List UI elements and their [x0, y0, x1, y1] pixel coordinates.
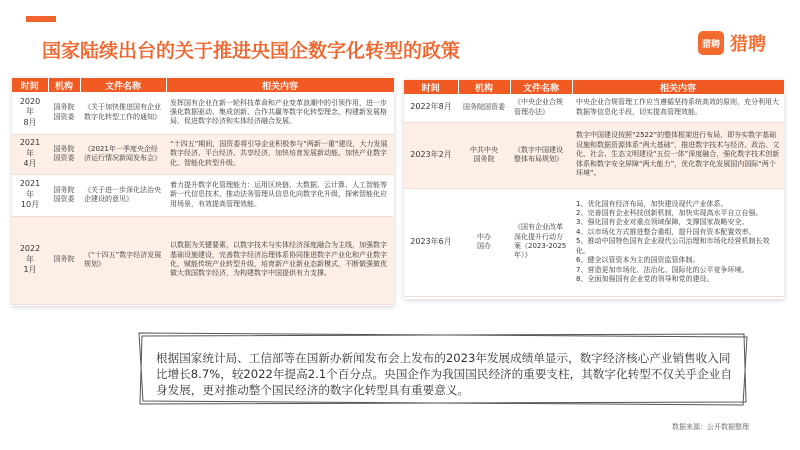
cell-content: 中央企业合规管理工作应当遵循坚持系统高效的原则，充分利用大数据等信息化手段，切实提高管理效能。 — [572, 94, 784, 122]
cell-org: 国务院 国资委 — [48, 174, 80, 216]
cell-time: 2022年 1月 — [12, 216, 48, 304]
cell-org: 中办 国办 — [458, 188, 510, 296]
column-header-content: 相关内容 — [572, 80, 784, 94]
column-header-content: 相关内容 — [166, 78, 394, 92]
column-header-doc: 文件名称 — [80, 78, 166, 92]
table-header-row — [12, 78, 394, 92]
cell-time: 2022年8月 — [404, 94, 458, 122]
cell-content: “十四五”期间，国资委将引导企业积极参与“两新一重”建设，大力发展数字经济、平台经济、共享经济，加快培育发展新动能。加快产业数字化、智能化转型升级。 — [166, 134, 394, 174]
table-row — [12, 92, 394, 134]
cell-org: 国务院国资委 — [458, 94, 510, 122]
cell-org: 国务院 国资委 — [48, 134, 80, 174]
summary-note — [136, 330, 751, 408]
column-header-time: 时间 — [12, 78, 48, 92]
cell-doc: 《关于加快推进国有企业数字化转型工作的通知》 — [80, 92, 166, 134]
cell-content: 数字中国建设按照“2522”的整体框架进行布局，即夯实数字基础设施和数据资源体系“两大基础”，推进数字技术与经济、政治、文化、社会、生态文明建设“五位一体”深度融合，强化数字技术创新体系和数字安全屏障“两大能力”，优化数字化发展国内国际“两个环境”。 — [572, 122, 784, 188]
table-row — [404, 188, 784, 296]
cell-time: 2021年 4月 — [12, 134, 48, 174]
table-row — [12, 134, 394, 174]
cell-org: 国务院 — [48, 216, 80, 304]
cell-org: 中共中央 国务院 — [458, 122, 510, 188]
column-header-org: 机构 — [458, 80, 510, 94]
cell-time: 2023年6月 — [404, 188, 458, 296]
brand-logo-icon: 猎聘 — [698, 31, 724, 55]
cell-time: 2023年2月 — [404, 122, 458, 188]
policy-table-right — [404, 80, 784, 299]
cell-content: 以数据为关键要素，以数字技术与实体经济深度融合为主线，加强数字基础设施建设，完善数字经济治理体系协同推进数字产业化和产业数字化，赋能传统产业转型升级，培育新产业新业态新模式，不断做强做优做大我国数字经济，为构建数字中国提供有力支撑。 — [166, 216, 394, 304]
brand-name: 猎聘 — [730, 34, 766, 55]
table-row — [404, 94, 784, 122]
cell-content: 1、优化国有经济布局，加快建设现代产业体系。 2、完善国有企业科技创新机制，加快实现高水平自立自强。 3、强化国有企业对重点领域保障，支撑国家战略安全。 4、以市场化方式推进整合重组，提升国有资本配置效率。 5、推动中国特色国有企业现代公司治理和市场化经营机制长效化。 6、健全以管资本为主的国资监管体制。 7、营造更加市场化、法治化、国际化的公平竞争环境。 8、全面加强国有企业党的领导和党的建设。 — [572, 188, 784, 296]
cell-time: 2020年 8月 — [12, 92, 48, 134]
data-source: 数据来源：公开数据整理 — [672, 423, 749, 431]
cell-content: 着力提升数字化管理能力：运用区块链、大数据、云计算、人工智能等新一代信息技术，推动法务管理从信息化向数字化升级，探索智能化应用场景，有效提高管理效能。 — [166, 174, 394, 216]
cell-doc: 《2021年一季度央企经济运行情况新闻发布会》 — [80, 134, 166, 174]
brand-logo — [698, 30, 766, 56]
cell-doc: 《国有企业改革深化提升行动方案（2023-2025年）》 — [510, 188, 572, 296]
table-row — [404, 122, 784, 188]
table-row — [12, 174, 394, 216]
column-header-org: 机构 — [48, 78, 80, 92]
summary-text: 根据国家统计局、工信部等在国新办新闻发布会上发布的2023年发展成绩单显示，数字经济核心产业销售收入同比增长8.7%，较2022年提高2.1个百分点。央国企作为我国国民经济的重要支柱，其数字化转型不仅关乎企业自身发展，更对推动整个国民经济的数字化转型具有重要意义。 — [156, 351, 732, 397]
cell-org: 国务院 国资委 — [48, 92, 80, 134]
title-accent-bar — [26, 16, 56, 22]
column-header-time: 时间 — [404, 80, 458, 94]
cell-doc: 《数字中国建设整体布局规划》 — [510, 122, 572, 188]
column-header-doc: 文件名称 — [510, 80, 572, 94]
cell-doc: 《“十四五”数字经济发展规划》 — [80, 216, 166, 304]
table-row — [12, 216, 394, 304]
policy-table-left — [12, 78, 394, 306]
cell-doc: 《中央企业合规管理办法》 — [510, 94, 572, 122]
cell-content: 发挥国有企业在新一轮科技革命和产业变革浪潮中的引领作用，进一步强化数据驱动、集成创新、合作共赢等数字化转型理念，构建新发展格局，促进数字经济和实体经济融合发展。 — [166, 92, 394, 134]
cell-time: 2021年 10月 — [12, 174, 48, 216]
table-header-row — [404, 80, 784, 94]
cell-doc: 《关于进一步深化法治央企建设的意见》 — [80, 174, 166, 216]
page-title: 国家陆续出台的关于推进央国企数字化转型的政策 — [42, 40, 461, 62]
